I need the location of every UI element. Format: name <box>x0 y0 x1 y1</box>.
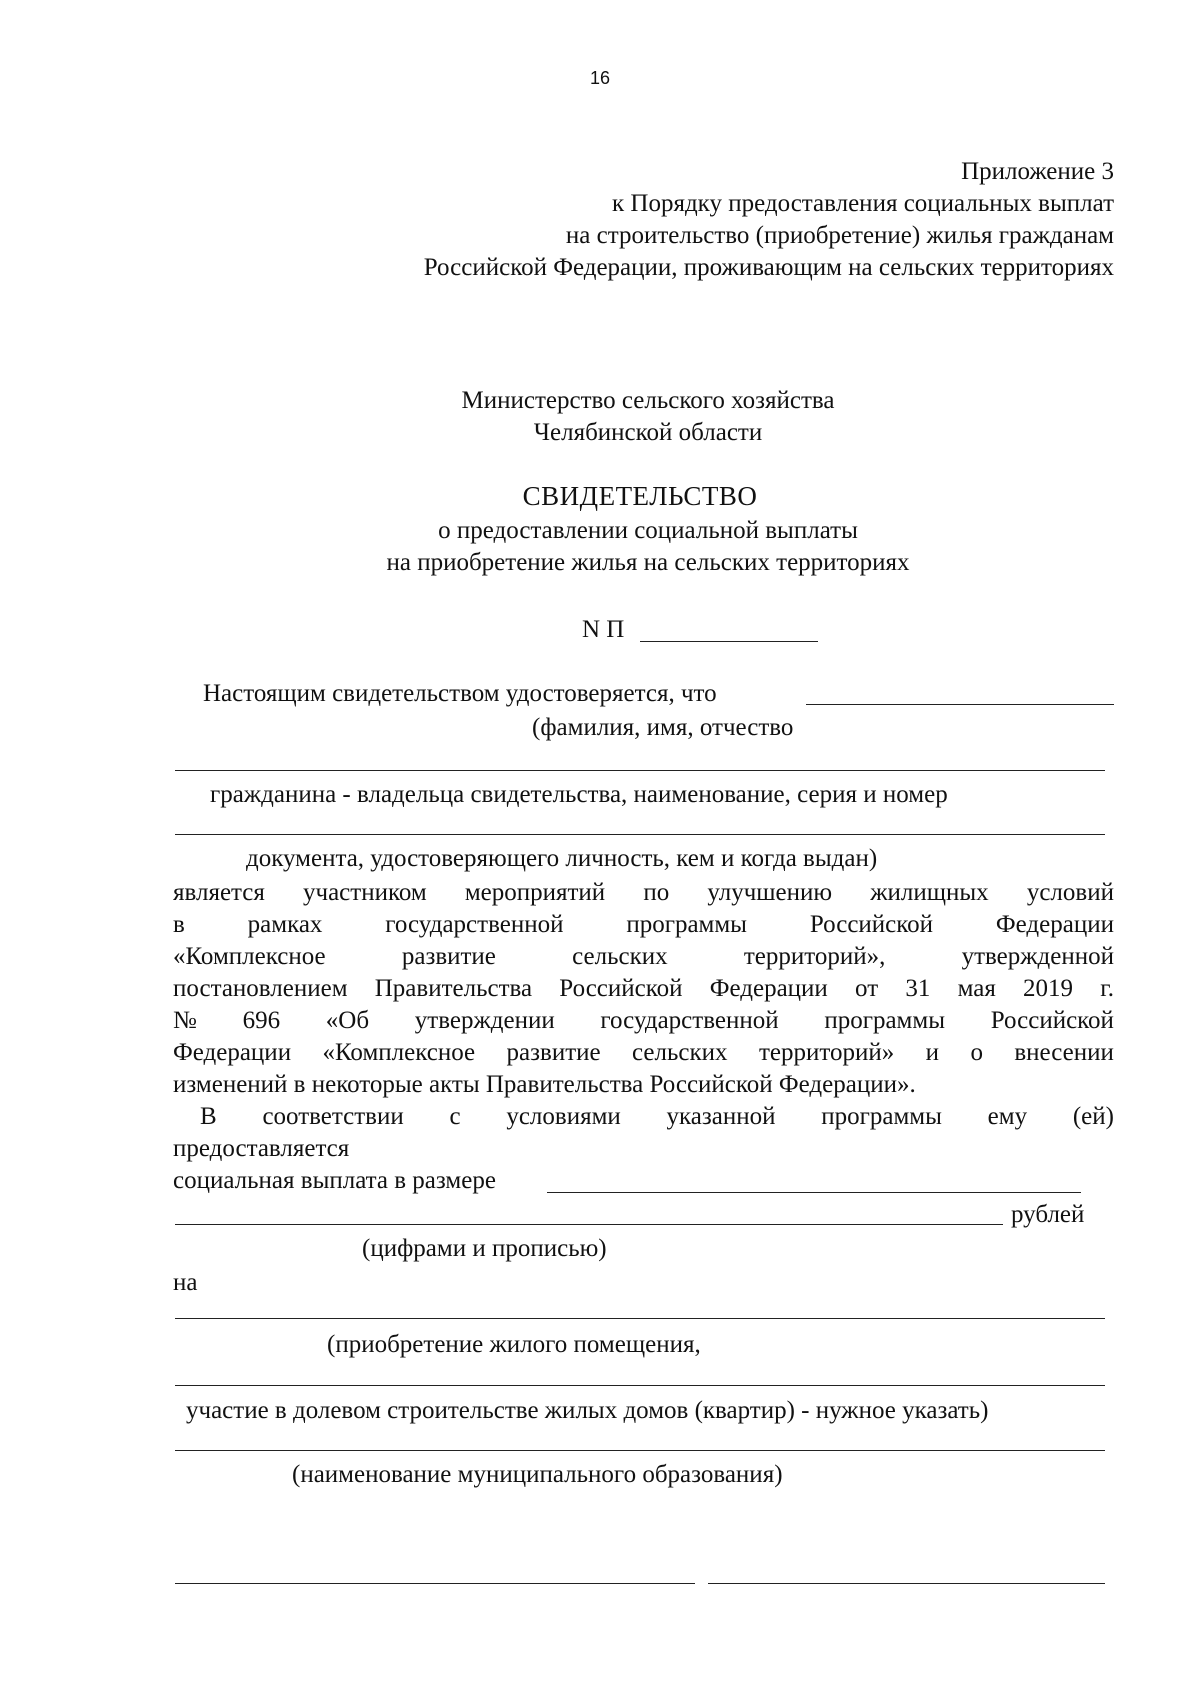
paragraph-line-4: постановлением Правительства Российской Федерации от 31 мая 2019 г. <box>173 975 1114 1002</box>
appendix-line-2: на строительство (приобретение) жилья гражданам <box>565 222 1114 249</box>
certificate-number-line <box>640 641 818 642</box>
appendix-line-3: Российской Федерации, проживающим на сельских территориях <box>423 254 1114 281</box>
issuer-line-2: Челябинской области <box>533 419 763 446</box>
hint-municipality: (наименование муниципального образования) <box>292 1461 783 1488</box>
hint-share: участие в долевом строительстве жилых домов (квартир) - нужное указать) <box>186 1397 989 1424</box>
signature-line-left <box>175 1583 695 1584</box>
hint-document: документа, удостоверяющего личность, кем и когда выдан) <box>246 845 878 872</box>
payment-label: социальная выплата в размере <box>173 1167 496 1194</box>
municipality-line <box>175 1450 1105 1451</box>
payment-amount-line-2 <box>175 1224 1003 1225</box>
rubles-label: рублей <box>1011 1201 1085 1228</box>
intro-text: Настоящим свидетельством удостоверяется, что <box>203 680 717 707</box>
appendix-title: Приложение 3 <box>961 158 1114 185</box>
paragraph-line-5: № 696 «Об утверждении государственной программы Российской <box>173 1007 1114 1034</box>
according-line: В соответствии с условиями указанной программы ему (ей) <box>200 1103 1114 1130</box>
paragraph-line-3: «Комплексное развитие сельских территорий», утвержденной <box>173 943 1114 970</box>
on-label: на <box>173 1269 198 1296</box>
hint-fio: (фамилия, имя, отчество <box>532 714 794 741</box>
provided-text: предоставляется <box>173 1135 350 1162</box>
document-line <box>175 834 1105 835</box>
issuer-line-1: Министерство сельского хозяйства <box>461 387 835 414</box>
fio-line-short <box>806 704 1114 705</box>
certificate-number-label: N П <box>582 616 625 643</box>
share-line <box>175 1385 1105 1386</box>
appendix-line-1: к Порядку предоставления социальных выплат <box>612 190 1114 217</box>
paragraph-line-1: является участником мероприятий по улучшению жилищных условий <box>173 879 1114 906</box>
hint-amount: (цифрами и прописью) <box>362 1235 607 1262</box>
paragraph-line-6: Федерации «Комплексное развитие сельских территорий» и о внесении <box>173 1039 1114 1066</box>
purpose-line <box>175 1318 1105 1319</box>
page-number: 16 <box>589 68 611 88</box>
paragraph-line-2: в рамках государственной программы Российской Федерации <box>173 911 1114 938</box>
payment-amount-line <box>547 1192 1081 1193</box>
paragraph-line-7: изменений в некоторые акты Правительства Российской Федерации». <box>173 1071 916 1098</box>
signature-line-right <box>708 1583 1105 1584</box>
hint-citizen: гражданина - владельца свидетельства, наименование, серия и номер <box>210 781 948 808</box>
certificate-title: СВИДЕТЕЛЬСТВО <box>522 481 758 511</box>
hint-purchase: (приобретение жилого помещения, <box>327 1331 701 1358</box>
certificate-subtitle-1: о предоставлении социальной выплаты <box>438 517 858 544</box>
certificate-subtitle-2: на приобретение жилья на сельских территориях <box>386 549 910 576</box>
fio-line-full <box>175 770 1105 771</box>
